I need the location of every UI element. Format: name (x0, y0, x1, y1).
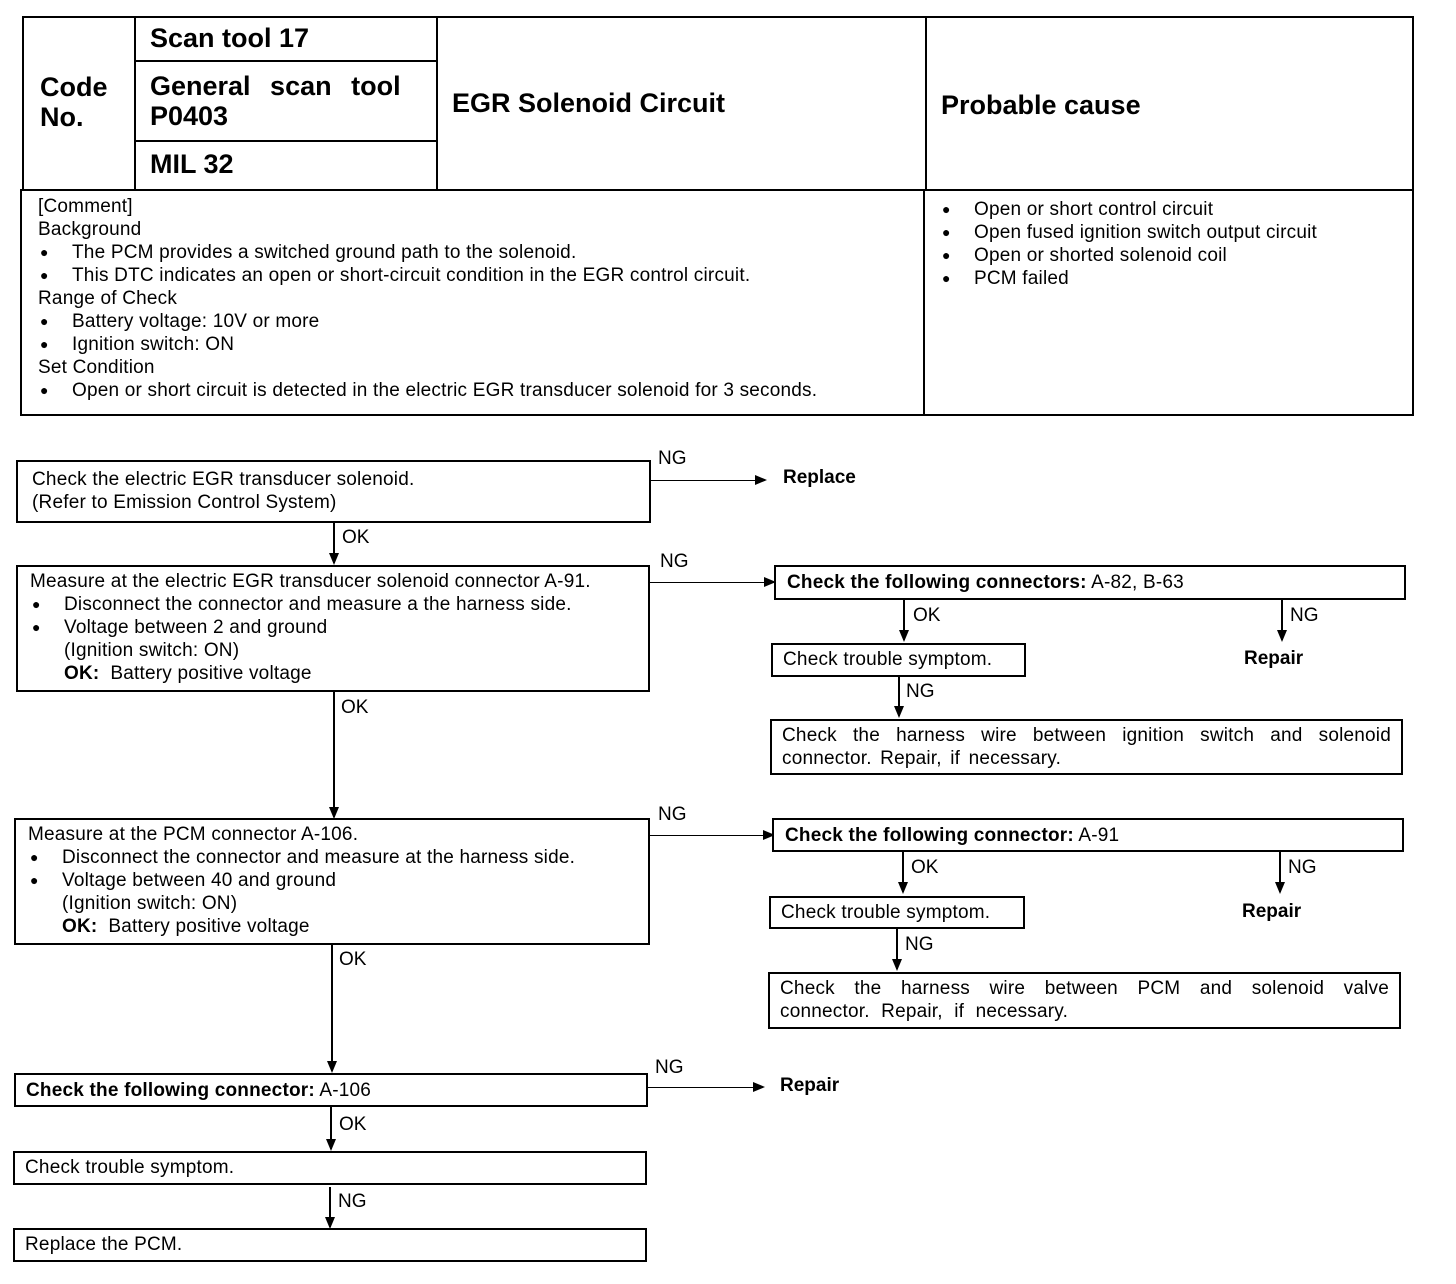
step3-ignition-note: (Ignition switch: ON) (62, 893, 238, 914)
check-connector-label: Check the following connector: (26, 1080, 315, 1101)
range-list (38, 310, 918, 356)
step3-branch-ok-arrow (902, 852, 904, 892)
step1-ok-arrow (333, 523, 335, 563)
step4-ok-label: OK (339, 1114, 367, 1135)
step2-branch-repair-action: Repair (1244, 648, 1304, 669)
probable-cause-list (940, 198, 1400, 290)
step4-repair-action: Repair (780, 1075, 840, 1096)
step3-check-connector-box (772, 818, 1404, 852)
background-label: Background (38, 219, 142, 240)
step2-ok-label: OK (341, 697, 369, 718)
step1-box (16, 460, 651, 523)
step3-ok-arrow (331, 945, 333, 1071)
probable-cause-item: ● PCM failed (940, 267, 1400, 290)
divider (134, 140, 438, 142)
step2-check-connectors-box (774, 565, 1406, 600)
step3-harness-box (768, 972, 1401, 1029)
probable-cause-items (940, 198, 1400, 290)
step4-ng-arrow (648, 1087, 763, 1088)
step1-line2: (Refer to Emission Control System) (32, 492, 337, 513)
divider (134, 60, 438, 62)
harness-text: Check the harness wire between PCM and solenoid valve connector. Repair, if necessary. (780, 978, 1389, 1022)
symptom-text: Check trouble symptom. (781, 902, 991, 923)
set-condition-label: Set Condition (38, 357, 155, 378)
set-condition-item: ● Open or short circuit is detected in the electric EGR transducer solenoid for 3 seconds. (38, 379, 918, 402)
step3-branch-ng-label: NG (1288, 857, 1317, 878)
check-connectors-value: A-82, B-63 (1091, 572, 1184, 593)
step3-branch-ng-arrow (1279, 852, 1281, 892)
general-scan-tool-value: P0403 (150, 101, 229, 131)
step3-branch-repair-action: Repair (1242, 901, 1302, 922)
check-connector-label: Check the following connector: (785, 825, 1074, 846)
step3-box (14, 818, 650, 945)
step3-branch-ok-label: OK (911, 857, 939, 878)
harness-text: Check the harness wire between ignition switch and solenoid connector. Repair, if necessary. (782, 725, 1391, 769)
step1-ok-label: OK (342, 527, 370, 548)
set-condition-list (38, 379, 918, 402)
step2-ignition-note: (Ignition switch: ON) (64, 640, 240, 661)
step5-ng-arrow (329, 1187, 331, 1227)
replace-pcm-text: Replace the PCM. (25, 1234, 183, 1255)
background-list (38, 241, 918, 287)
step2-symptom-ng-arrow (898, 677, 900, 716)
step4-ok-arrow (330, 1107, 332, 1149)
step1-replace-action: Replace (783, 467, 856, 488)
code-label-line1: Code (40, 72, 108, 102)
step2-harness-box (770, 719, 1403, 775)
probable-cause-item: ● Open or shorted solenoid coil (940, 244, 1400, 267)
probable-cause-header: Probable cause (941, 90, 1141, 120)
step1-ng-label: NG (658, 448, 687, 469)
step3-item: ● Disconnect the connector and measure at the harness side. (28, 846, 636, 869)
comment-body (38, 195, 918, 402)
ok-value: Battery positive voltage (110, 663, 312, 684)
step3-ok-label: OK (339, 949, 367, 970)
check-connector-value: A-106 (319, 1080, 372, 1101)
step2-branch-ok-arrow (903, 600, 905, 640)
range-item: ● Ignition switch: ON (38, 333, 918, 356)
step2-branch-ok-label: OK (913, 605, 941, 626)
range-item: ● Battery voltage: 10V or more (38, 310, 918, 333)
step2-branch-ng-arrow (1281, 600, 1283, 640)
step3-ng-arrow (650, 835, 773, 836)
step2-ng-label: NG (660, 551, 689, 572)
step4-ng-label: NG (655, 1057, 684, 1078)
step3-title: Measure at the PCM connector A-106. (28, 824, 359, 845)
step2-ng-arrow (650, 582, 774, 583)
symptom-text: Check trouble symptom. (783, 649, 993, 670)
comment-label: [Comment] (38, 196, 133, 217)
step3-symptom-box (769, 896, 1025, 929)
scan-tool-code: Scan tool 17 (150, 23, 310, 53)
step2-ok-arrow (333, 692, 335, 817)
step1-ng-arrow (651, 480, 765, 481)
step6-replace-pcm-box (13, 1228, 647, 1262)
step3-ok-spec (62, 915, 636, 938)
step3-symptom-ng-label: NG (905, 934, 934, 955)
general-scan-tool-label: General scan tool (150, 71, 401, 101)
step2-branch-ng-label: NG (1290, 605, 1319, 626)
symptom-text: Check trouble symptom. (25, 1157, 235, 1178)
step2-item: ● Disconnect the connector and measure a the harness side. (30, 593, 636, 616)
mil-code: MIL 32 (150, 149, 234, 179)
range-of-check-label: Range of Check (38, 288, 178, 309)
divider (923, 189, 925, 416)
step2-list (30, 593, 636, 639)
step5-ng-label: NG (338, 1191, 367, 1212)
step2-ok-spec (64, 662, 636, 685)
step2-item: ● Voltage between 2 and ground (30, 616, 636, 639)
step5-symptom-box (13, 1151, 647, 1185)
check-connector-value: A-91 (1078, 825, 1120, 846)
step4-check-connector-box (14, 1073, 648, 1107)
probable-cause-item: ● Open fused ignition switch output circuit (940, 221, 1400, 244)
step3-sub (28, 892, 636, 938)
probable-cause-item: ● Open or short control circuit (940, 198, 1400, 221)
general-scan-tool-code (150, 71, 420, 131)
step3-ng-label: NG (658, 804, 687, 825)
step3-list (28, 846, 636, 892)
dtc-title: EGR Solenoid Circuit (452, 88, 726, 118)
step2-symptom-ng-label: NG (906, 681, 935, 702)
step1-line1: Check the electric EGR transducer solenoid. (32, 469, 415, 490)
ok-key: OK: (62, 916, 98, 937)
background-item: ● The PCM provides a switched ground path to the solenoid. (38, 241, 918, 264)
code-label-line2: No. (40, 102, 84, 132)
divider (436, 16, 438, 191)
step2-symptom-box (771, 643, 1026, 677)
divider (134, 16, 136, 191)
background-item: ● This DTC indicates an open or short-circuit condition in the EGR control circuit. (38, 264, 918, 287)
ok-value: Battery positive voltage (108, 916, 310, 937)
check-connectors-label: Check the following connectors: (787, 572, 1087, 593)
code-number-label (40, 72, 108, 132)
step2-box (16, 565, 650, 692)
step2-sub (30, 639, 636, 685)
step2-title: Measure at the electric EGR transducer solenoid connector A-91. (30, 571, 591, 592)
step3-symptom-ng-arrow (896, 929, 898, 969)
ok-key: OK: (64, 663, 100, 684)
step3-item: ● Voltage between 40 and ground (28, 869, 636, 892)
